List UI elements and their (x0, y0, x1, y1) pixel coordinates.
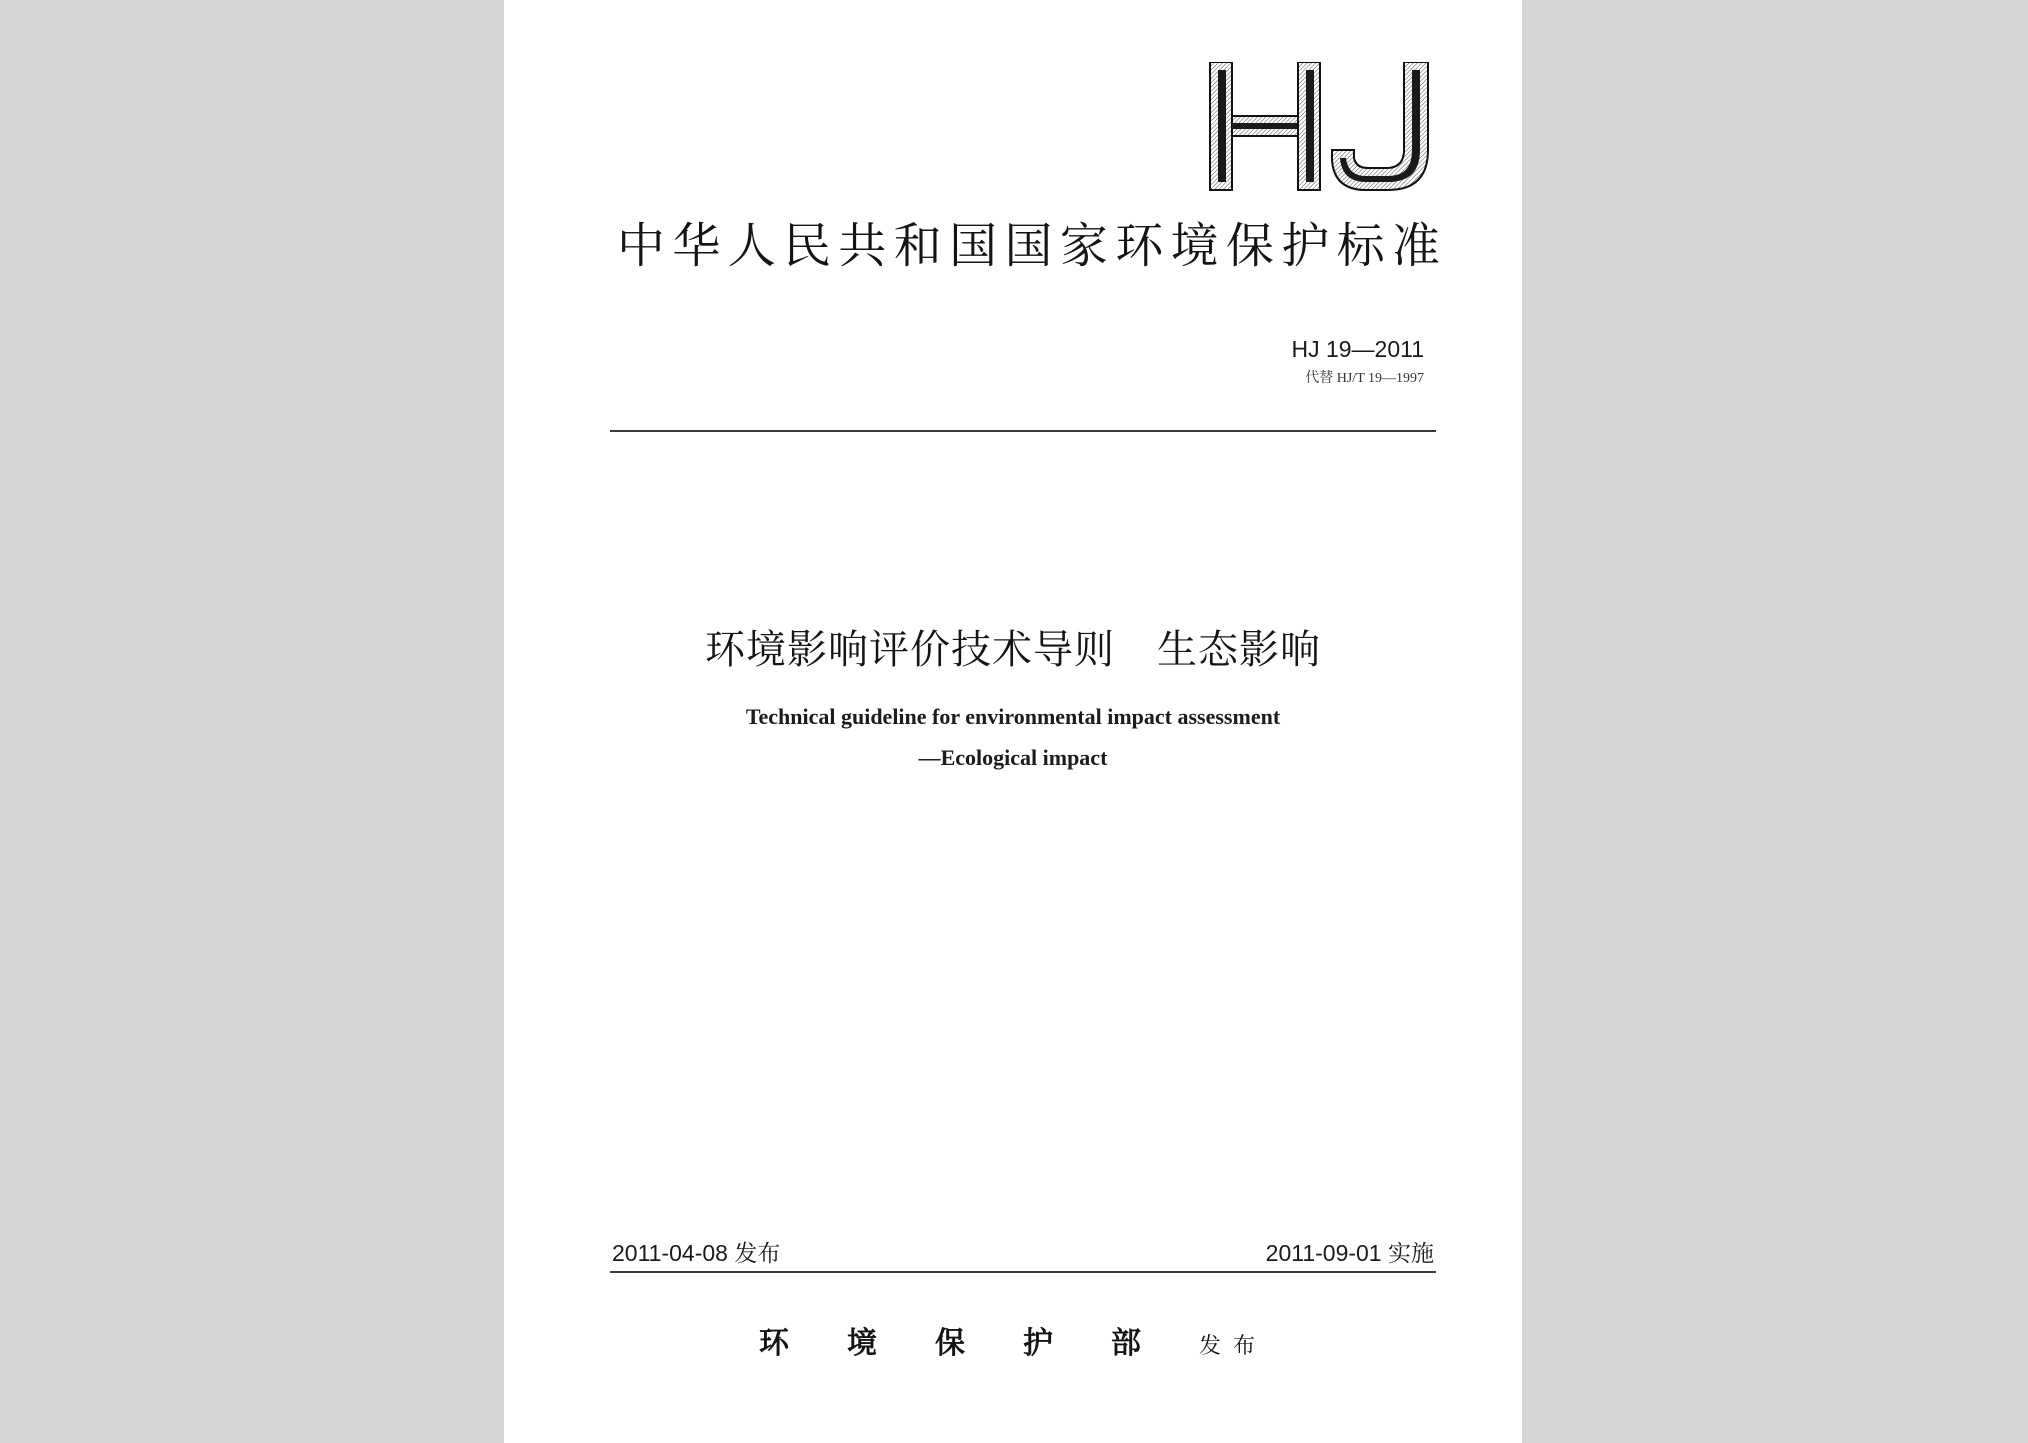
issuer-line (504, 1318, 1522, 1362)
issuer-organization: 环境保护部 (758, 1326, 1199, 1361)
title-english-line2: —Ecological impact (918, 745, 1108, 770)
footer-divider (610, 1271, 1436, 1273)
header-divider (610, 430, 1436, 432)
title-chinese-sub: 生态影响 (1157, 627, 1321, 673)
standard-cover-page (504, 0, 1522, 1443)
issuer-action: 发布 (1198, 1334, 1267, 1359)
title-chinese (504, 622, 1522, 678)
issue-date: 2011-04-08 发布 (612, 1240, 781, 1266)
title-chinese-main: 环境影响评价技术导则 (705, 627, 1115, 673)
replaces-standard: 代替 HJ/T 19—1997 (1305, 371, 1424, 386)
implementation-date: 2011-09-01 实施 (1265, 1240, 1434, 1266)
hj-logo (1206, 62, 1436, 192)
standard-number: HJ 19—2011 (1291, 336, 1424, 362)
standard-category-title: 中华人民共和国国家环境保护标准 (617, 218, 1441, 274)
title-english-line1: Technical guideline for environmental impact assessment (745, 704, 1281, 729)
